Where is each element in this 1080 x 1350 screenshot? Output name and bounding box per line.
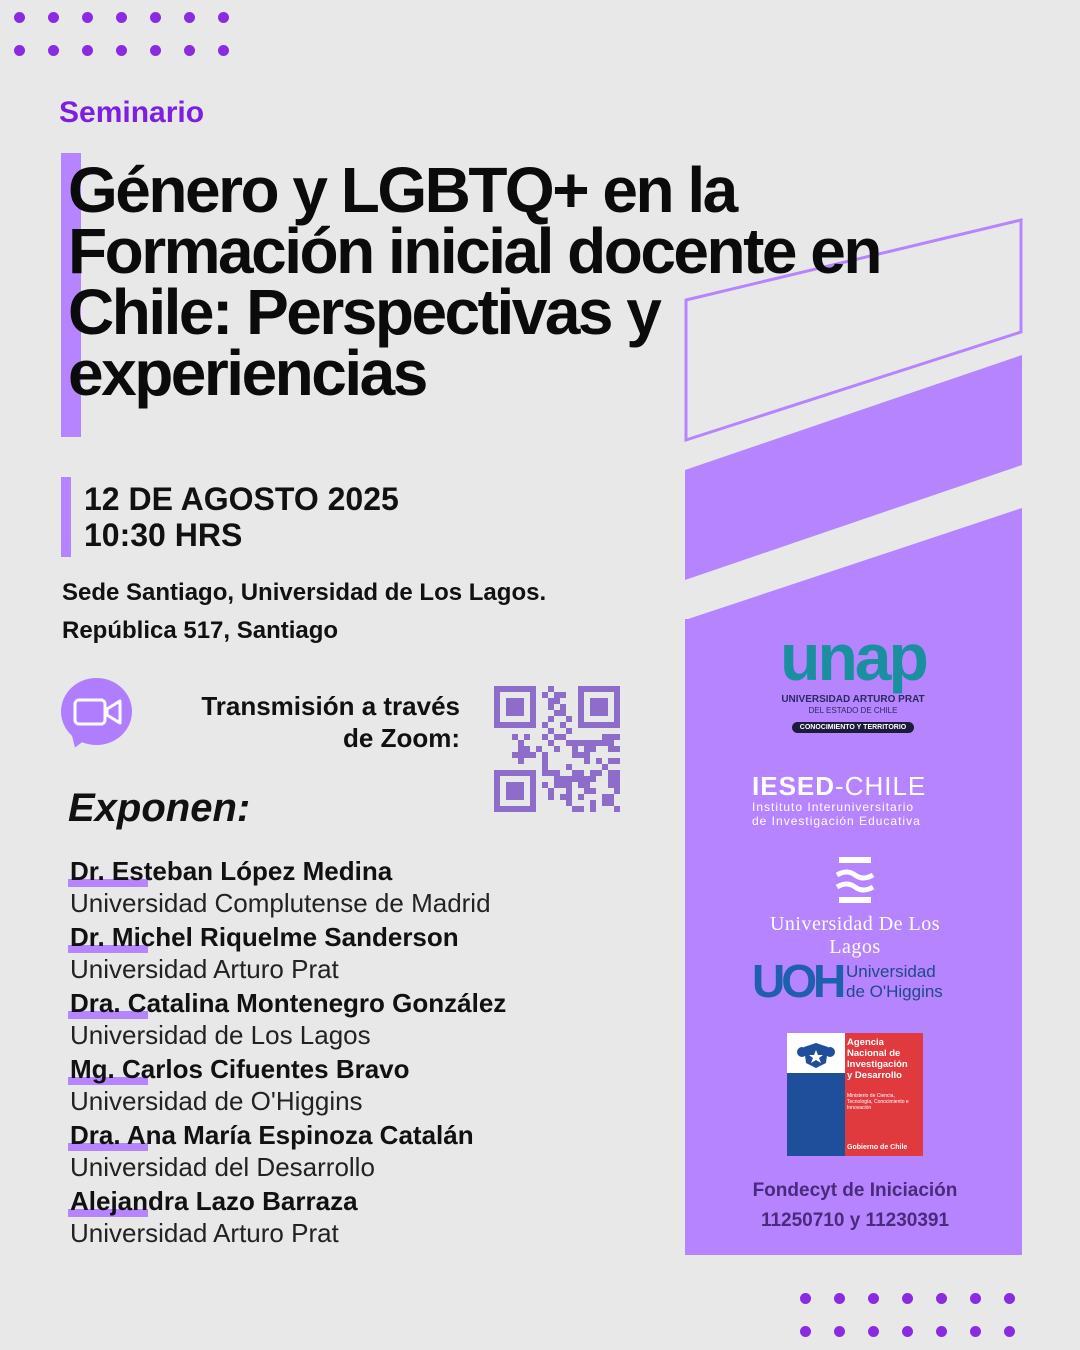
date-accent-bar <box>61 477 71 557</box>
unap-logo <box>750 622 956 734</box>
venue-line-2: República 517, Santiago <box>62 617 339 644</box>
event-date: 12 DE AGOSTO 2025 <box>84 481 399 517</box>
unap-wordmark: unap <box>780 620 926 694</box>
anid-line-1: Agencia <box>847 1037 884 1048</box>
venue-line-1: Sede Santiago, Universidad de Los Lagos. <box>62 579 547 606</box>
list-item <box>70 1119 506 1185</box>
uoh-name <box>846 962 976 1002</box>
speaker-affiliation: Universidad del Desarrollo <box>70 1152 375 1182</box>
page-title: Género y LGBTQ+ en la Formación inicial docente en Chile: Perspectivas y experiencias <box>68 154 880 409</box>
ulagos-emblem <box>835 855 875 905</box>
uoh-line-2: de O'Higgins <box>846 982 943 1001</box>
iesed-line-1: Instituto Interuniversitario <box>752 800 915 814</box>
iesed-wordmark <box>752 772 926 800</box>
qr-code-icon[interactable] <box>494 686 620 812</box>
event-venue <box>62 574 546 650</box>
list-item <box>70 1053 506 1119</box>
speaker-name: Mg. Carlos Cifuentes Bravo <box>70 1053 506 1085</box>
speaker-name: Dr. Michel Riquelme Sanderson <box>70 921 506 953</box>
iesed-logo <box>752 772 926 828</box>
zoom-label-line-1: Transmisión a través <box>201 691 460 721</box>
speaker-name: Dr. Esteban López Medina <box>70 855 506 887</box>
anid-line-4: y Desarrollo <box>847 1070 902 1081</box>
speaker-affiliation: Universidad de Los Lagos <box>70 1020 371 1050</box>
anid-logo <box>787 1033 923 1156</box>
anid-name <box>847 1037 921 1081</box>
chile-coat-of-arms-icon <box>795 1037 837 1071</box>
speaker-name: Alejandra Lazo Barraza <box>70 1185 506 1217</box>
funding-note <box>700 1176 1010 1236</box>
anid-line-2: Nacional de <box>847 1048 901 1059</box>
ulagos-logo <box>745 855 965 959</box>
speaker-affiliation: Universidad de O'Higgins <box>70 1086 363 1116</box>
event-eyebrow: Seminario <box>59 96 205 129</box>
speaker-list <box>70 855 506 1251</box>
list-item <box>70 855 506 921</box>
iesed-bold: IESED <box>752 771 836 801</box>
list-item <box>70 987 506 1053</box>
zoom-label-line-2: de Zoom: <box>343 723 460 753</box>
funding-line-2: 11250710 y 11230391 <box>760 1210 950 1231</box>
unap-name: UNIVERSIDAD ARTURO PRAT <box>781 694 925 705</box>
ulagos-name: Universidad De Los Lagos <box>769 913 941 958</box>
list-item <box>70 921 506 987</box>
event-time: 10:30 HRS <box>84 517 243 553</box>
speaker-affiliation: Universidad Complutense de Madrid <box>70 888 491 918</box>
speaker-affiliation: Universidad Arturo Prat <box>70 954 339 984</box>
funding-line-1: Fondecyt de Iniciación <box>752 1180 958 1201</box>
unap-tagline: CONOCIMIENTO Y TERRITORIO <box>792 722 914 733</box>
uoh-mark: UOH <box>752 955 843 1007</box>
iesed-line-2: de Investigación Educativa <box>752 814 921 828</box>
unap-subtitle: DEL ESTADO DE CHILE <box>808 706 898 715</box>
speakers-heading: Exponen: <box>68 786 251 830</box>
speaker-affiliation: Universidad Arturo Prat <box>70 1218 339 1248</box>
anid-ministry: Ministerio de Ciencia, Tecnología, Conocimiento e Innovación <box>847 1093 909 1111</box>
event-datetime <box>84 481 399 553</box>
video-camera-icon <box>72 692 124 732</box>
zoom-label <box>150 690 460 754</box>
speaker-name: Dra. Catalina Montenegro González <box>70 988 507 1018</box>
anid-government: Gobierno de Chile <box>847 1144 908 1151</box>
anid-line-3: Investigación <box>847 1059 908 1070</box>
list-item <box>70 1185 506 1251</box>
speaker-name: Dra. Ana María Espinoza Catalán <box>70 1119 506 1151</box>
iesed-rest: -CHILE <box>835 771 927 801</box>
uoh-line-1: Universidad <box>846 962 936 981</box>
